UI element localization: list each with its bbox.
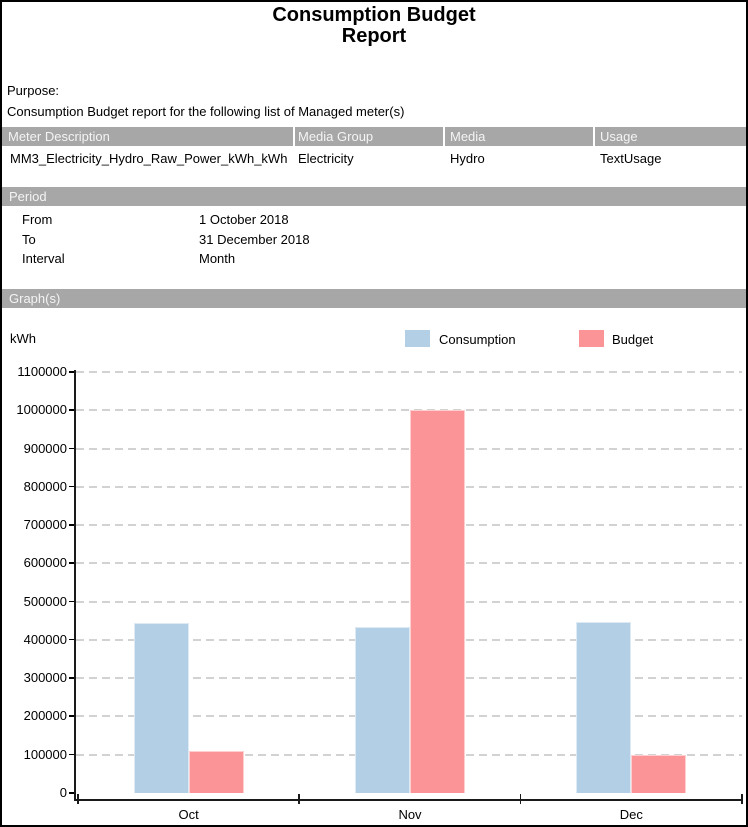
period-interval-value: Month: [199, 251, 236, 266]
gridline: [76, 524, 742, 526]
period-from-value: 1 October 2018: [199, 212, 289, 227]
bar-chart-plot-area: [2, 2, 746, 825]
y-axis-tick-label: 100000: [23, 746, 67, 762]
y-axis-tick-label: 800000: [23, 478, 67, 494]
bar-budget-dec: [631, 755, 686, 793]
y-axis-tick-label: 1000000: [16, 402, 67, 418]
report-title-line1: Consumption Budget: [272, 4, 476, 26]
x-axis-tick: [77, 794, 79, 804]
report-title-line2: Report: [341, 25, 407, 47]
period-to-label: To: [22, 232, 36, 247]
meter-description-cell: MM3_Electricity_Hydro_Raw_Power_kWh_kWh: [10, 151, 288, 166]
y-axis-tick-label: 1100000: [17, 364, 67, 379]
gridline: [76, 371, 742, 373]
gridline: [76, 601, 742, 603]
legend-label-budget: Budget: [612, 332, 654, 347]
usage-cell: TextUsage: [600, 151, 662, 166]
meters-col-header-meter-description: Meter Description: [2, 127, 293, 146]
bar-budget-nov: [410, 410, 465, 793]
y-axis-unit-label: kWh: [10, 331, 36, 346]
gridline: [76, 448, 742, 450]
bar-consumption-nov: [355, 627, 410, 793]
meters-col-header-media: Media: [445, 127, 593, 146]
y-axis-tick-label: 400000: [23, 631, 67, 647]
bar-consumption-oct: [134, 623, 189, 793]
period-from-label: From: [22, 212, 53, 227]
meters-col-header-media-group: Media Group: [295, 127, 443, 146]
gridline: [76, 562, 742, 564]
x-category-label-oct: Oct: [178, 807, 199, 822]
media-group-cell: Electricity: [298, 151, 354, 166]
media-cell: Hydro: [450, 151, 485, 166]
period-to-value: 31 December 2018: [199, 232, 310, 247]
gridline: [76, 486, 742, 488]
y-axis-tick-label: 600000: [23, 555, 67, 571]
x-axis-tick: [298, 794, 300, 804]
y-axis-tick-label: 200000: [23, 708, 67, 724]
x-axis-tick: [520, 794, 522, 804]
y-axis-tick-label: 300000: [23, 670, 67, 686]
y-axis-tick-label: 700000: [23, 517, 67, 533]
y-axis-tick-label: 900000: [23, 440, 67, 456]
graphs-section-title: Graph(s): [9, 291, 61, 306]
x-category-label-dec: Dec: [619, 807, 643, 822]
purpose-label: Purpose:: [7, 83, 60, 98]
x-category-label-nov: Nov: [398, 807, 422, 822]
y-axis-line: [74, 370, 76, 801]
legend-label-consumption: Consumption: [439, 332, 516, 347]
x-axis-tick: [741, 794, 743, 804]
bar-budget-oct: [189, 751, 244, 793]
bar-consumption-dec: [576, 622, 631, 793]
purpose-text: Consumption Budget report for the following list of Managed meter(s): [7, 104, 405, 119]
period-section-title: Period: [9, 189, 47, 204]
gridline: [76, 409, 742, 411]
meters-col-header-usage: Usage: [595, 127, 746, 146]
x-axis-line: [74, 799, 742, 801]
period-interval-label: Interval: [22, 251, 65, 266]
y-axis-tick-label: 500000: [23, 593, 67, 609]
y-axis-tick-label: 0: [59, 785, 67, 800]
